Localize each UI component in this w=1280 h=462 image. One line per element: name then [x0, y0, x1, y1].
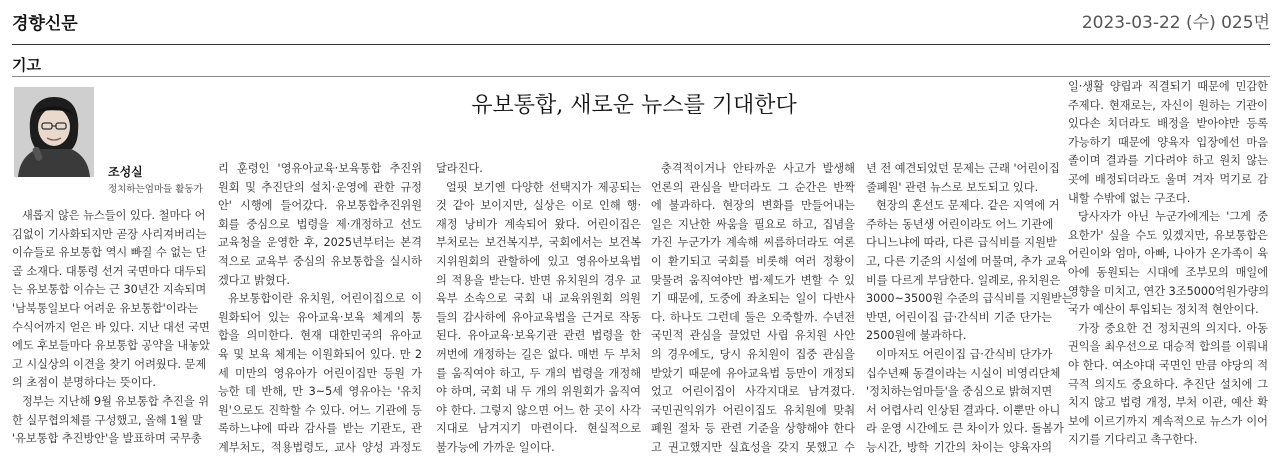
article-line: 수식어까지 얻은 바 있다. 지난 대선 국면 — [12, 320, 210, 334]
author-name: 조성실 — [108, 165, 143, 179]
article-line: 겠다고 밝혔다. — [218, 273, 290, 287]
article-line: 곳에 배정되더라도 울며 겨자 먹기로 감 — [1068, 172, 1268, 186]
article-line: 는 유보통합 이슈는 근 30년간 지속되며 — [12, 283, 207, 297]
article-column-2 — [218, 160, 422, 462]
article-line: '정치하는엄마들'을 중심으로 밝혀지면 — [866, 385, 1053, 399]
article-line: 아에 동원되는 시대에 조부모의 매일에 — [1068, 265, 1268, 279]
article-line: 새롭지 않은 뉴스들이 있다. 철마다 어 — [22, 209, 206, 222]
article-column-3 — [436, 160, 641, 462]
article-line: 정부는 지난해 9월 유보통합 추진을 위 — [22, 394, 210, 408]
article-line: 의 경우에도, 당시 유치원이 집중 관심을 — [651, 347, 855, 361]
article-line: 주하는 동년생 어린이라도 어느 기관에 — [866, 217, 1054, 231]
article-line: 십수년째 동결이라는 시실이 비영리단체 — [866, 366, 1061, 380]
article-line: 반면, 어린이집 급·간식비 기준 단가는 — [866, 310, 1052, 324]
article-line: 야 한다. 그렇지 않으면 어느 한 곳이 사각 — [436, 403, 641, 417]
article-line: 3000~3500원 수준의 급식비를 지원받는 — [866, 292, 1073, 306]
article-line: 고 시실상의 이견을 찾기 어려웠다. 문제 — [12, 357, 207, 371]
newspaper-masthead: 경향신문 — [12, 14, 78, 34]
article-line: 의 적용을 받는다. 반면 유치원의 경우 교 — [436, 273, 641, 287]
section-rule — [12, 76, 1270, 77]
article-line: 에 불과하다. 현장의 변화를 만들어내는 — [651, 199, 855, 213]
article-line: 교육청을 운영한 후, 2025년부터는 본격 — [218, 236, 422, 250]
article-line: 원화되어 있는 유아교육·보육 체계의 통 — [218, 310, 422, 324]
article-line: 된다. 유아교육·보육기관 관련 법령을 한 — [436, 329, 641, 343]
article-line: 원'으로도 진학할 수 있다. 어느 기관에 등 — [218, 403, 422, 417]
article-line: 언론의 관심을 받더라도 그 순간은 반짝 — [651, 180, 855, 194]
article-column-5 — [866, 160, 1073, 462]
article-line: 다니느냐에 따라, 다른 급식비를 지원받 — [866, 236, 1057, 250]
publication-dateline: 2023-03-22 (수) 025면 — [1081, 13, 1270, 33]
article-line: 회를 중심으로 법령을 제·개정하고 선도 — [218, 217, 422, 231]
article-line: 불가능에 가까운 일이다. — [436, 440, 555, 454]
article-line: 요한가' 싶을 수도 있겠지만, 유보통합은 — [1068, 228, 1268, 242]
article-line: 있다손 치더라도 배정을 받아야만 등록 — [1068, 117, 1268, 131]
article-line: 이마저도 어린이집 급·간식비 단가가 — [876, 347, 1053, 361]
article-line: 세 미만의 영유아가 어린이집만 등원 가 — [218, 366, 422, 380]
article-line: 일은 지난한 싸움을 필요로 하고, 집념을 — [651, 217, 855, 231]
article-line: 폐원 절차 등 관련 기준을 상향해야 한다 — [651, 422, 855, 436]
article-line: 가진 누군가가 계속해 씨름하더라도 여론 — [651, 236, 855, 250]
article-line: 의 초점이 분명하다는 뜻이다. — [12, 376, 156, 390]
article-line: 현장의 혼선도 문제다. 같은 지역에 거 — [876, 199, 1060, 213]
article-line: 충격적이거나 안타까운 사고가 발생해 — [661, 162, 855, 175]
article-line: 가능하기 때문에 양육자 입장에선 마음 — [1068, 135, 1268, 149]
section-label: 기고 — [12, 56, 41, 74]
article-line: 극적 의지도 중요하다. 추진단 설치에 그 — [1068, 377, 1268, 391]
article-line: 한 실무협의체를 구성했고, 올해 1월 말 — [12, 413, 203, 427]
article-line: 능한 데 반해, 만 3~5세 영유아는 '유치 — [218, 385, 422, 399]
article-line: 능시간, 방학 기간의 차이는 양육자의 — [866, 440, 1052, 454]
article-line: 맞물려 움직여야만 법·제도가 변할 수 있 — [651, 273, 855, 287]
article-column-6 — [1068, 78, 1268, 462]
article-line: 다. 하나도 그런데 둘은 오죽할까. 수년전 — [651, 310, 855, 324]
article-line: 지위원회의 관할하에 있고 영유아보육법 — [436, 254, 641, 268]
article-line: 재정 낭비가 계속되어 왔다. 어린이집은 — [436, 217, 641, 231]
article-line: 국가 예산이 투입되는 정치적 현안이다. — [1068, 303, 1259, 317]
article-line: 야 한다. 여소야대 국면인 만큼 야당의 적 — [1068, 358, 1268, 372]
article-line: 육 및 보육 체계는 이원화되어 있다. 만 2 — [218, 347, 422, 361]
article-line: 골 소재다. 대통령 선거 국면마다 대두되 — [12, 264, 207, 278]
article-line: 를 움직여야 하고, 두 개의 법령을 개정해 — [436, 366, 641, 380]
author-title: 정치하는엄마들 활동가 — [108, 184, 203, 195]
article-line: 고 권고했지만 실효성을 갖지 못했고 수 — [651, 440, 855, 454]
article-line: '남북통일보다 어려운 유보통합'이라는 — [12, 301, 199, 315]
article-line: 김없이 기사화되지만 곧장 사리져버리는 — [12, 227, 207, 241]
article-line: 록하느냐에 따라 감사를 받는 기관도, 관 — [218, 422, 422, 436]
article-column-1 — [12, 207, 210, 462]
article-headline: 유보통합, 새로운 뉴스를 기대한다 — [471, 93, 797, 118]
article-line: 2500원에 불과하다. — [866, 329, 967, 343]
article-line: 비를 다르게 부담한다. 일례로, 유치원은 — [866, 273, 1061, 287]
article-line: 국민적 관심을 끌었던 사립 유치원 사안 — [651, 329, 855, 343]
article-line: 육부 소속으로 국회 내 교육위원회 의원 — [436, 292, 641, 306]
article-line: 이 환기되고 국회를 비롯해 여러 정황이 — [651, 254, 855, 268]
article-line: 달라진다. — [436, 162, 483, 175]
article-line: 년 전 예견되었던 문제는 근래 '어린이집 — [866, 162, 1060, 175]
article-line: 계부처도, 적용법령도, 교사 양성 과정도 — [218, 440, 422, 454]
article-line: 내할 수밖에 없는 구조다. — [1068, 191, 1191, 205]
article-line: 야 하며, 국회 내 두 개의 위원회가 움직여 — [436, 385, 641, 399]
article-line: 권익을 최우선으로 대승적 합의를 이뤄내 — [1068, 340, 1268, 354]
article-line: 주제다. 현재로는, 자신이 원하는 기관이 — [1068, 98, 1268, 112]
article-line: 받았기 때문에 유아교육법 등만이 개정되 — [651, 366, 855, 380]
article-column-4 — [651, 160, 855, 462]
article-line: 얼핏 보기엔 다양한 선택지가 제공되는 — [446, 180, 641, 194]
article-line: 적으로 교육부 중심의 유보통합을 실시하 — [218, 254, 422, 268]
article-line: 지대로 남겨지기 마련이다. 현실적으로 — [436, 422, 641, 436]
article-line: 고, 다른 기준의 시설에 머물며, 추가 교육 — [866, 254, 1068, 268]
article-line: 것 같아 보이지만, 실상은 이로 인해 행· — [436, 199, 641, 213]
article-line: 원회 및 추진단의 설치·운영에 관한 규정 — [218, 180, 422, 194]
article-line: 어린이와 엄마, 아빠, 나아가 온가족이 육 — [1068, 247, 1268, 261]
article-line: 일·생활 양립과 직결되기 때문에 민감한 — [1068, 80, 1268, 93]
author-photo — [14, 87, 94, 177]
article-line: 꺼번에 개정하는 길은 없다. 매번 두 부처 — [436, 347, 641, 361]
article-line: 기 때문에, 도중에 좌초되는 일이 다반사 — [651, 292, 855, 306]
article-line: 가장 중요한 건 정치권의 의지다. 아동 — [1078, 321, 1268, 335]
article-line: '유보통합 추진방안'을 발표하며 국무총 — [12, 432, 202, 446]
article-line: 들의 감사하에 유아교육법을 근거로 작동 — [436, 310, 641, 324]
article-line: 지기를 기다리고 촉구한다. — [1068, 433, 1198, 447]
top-rule — [12, 44, 1270, 45]
article-line: 에도 후보들마다 유보통합 공약을 내놓았 — [12, 339, 210, 353]
article-line: 리 훈령인 '영유아교육·보육통합 추진위 — [218, 162, 422, 175]
article-line: 부처로는 보건복지부, 국회에서는 보건복 — [436, 236, 641, 250]
article-line: 보에 이르기까지 계속적으로 뉴스가 이어 — [1068, 414, 1268, 428]
article-line: 졸이며 결과를 기다려야 하고 원치 않는 — [1068, 154, 1268, 168]
article-line: 국민권익위가 어린이집도 유치원에 맞춰 — [651, 403, 855, 417]
article-line: 치지 않고 법령 개정, 부처 이관, 예산 확 — [1068, 396, 1268, 410]
article-line: 유보통합이란 유치원, 어린이집으로 이 — [228, 292, 422, 306]
article-line: 라 운영 시간에도 큰 차이가 있다. 돌봄가 — [866, 422, 1064, 436]
article-line: 줄폐원' 관련 뉴스로 보도되고 있다. — [866, 180, 1039, 194]
article-line: 서 어렵사리 인상된 결과다. 이뿐만 아니 — [866, 403, 1061, 417]
article-line: 당사자가 아닌 누군가에게는 '그게 중 — [1078, 210, 1268, 224]
article-line: 영향을 미치고, 연간 3조5000억원가량의 — [1068, 284, 1270, 298]
article-line: 었고 어린이집이 사각지대로 남겨졌다. — [651, 385, 855, 399]
article-line: 이슈들로 유보통합 역시 빠질 수 없는 단 — [12, 246, 207, 260]
article-line: 안' 시행에 들어갔다. 유보통합추진위원 — [218, 199, 422, 213]
article-line: 합을 의미한다. 현재 대한민국의 유아교 — [218, 329, 422, 343]
